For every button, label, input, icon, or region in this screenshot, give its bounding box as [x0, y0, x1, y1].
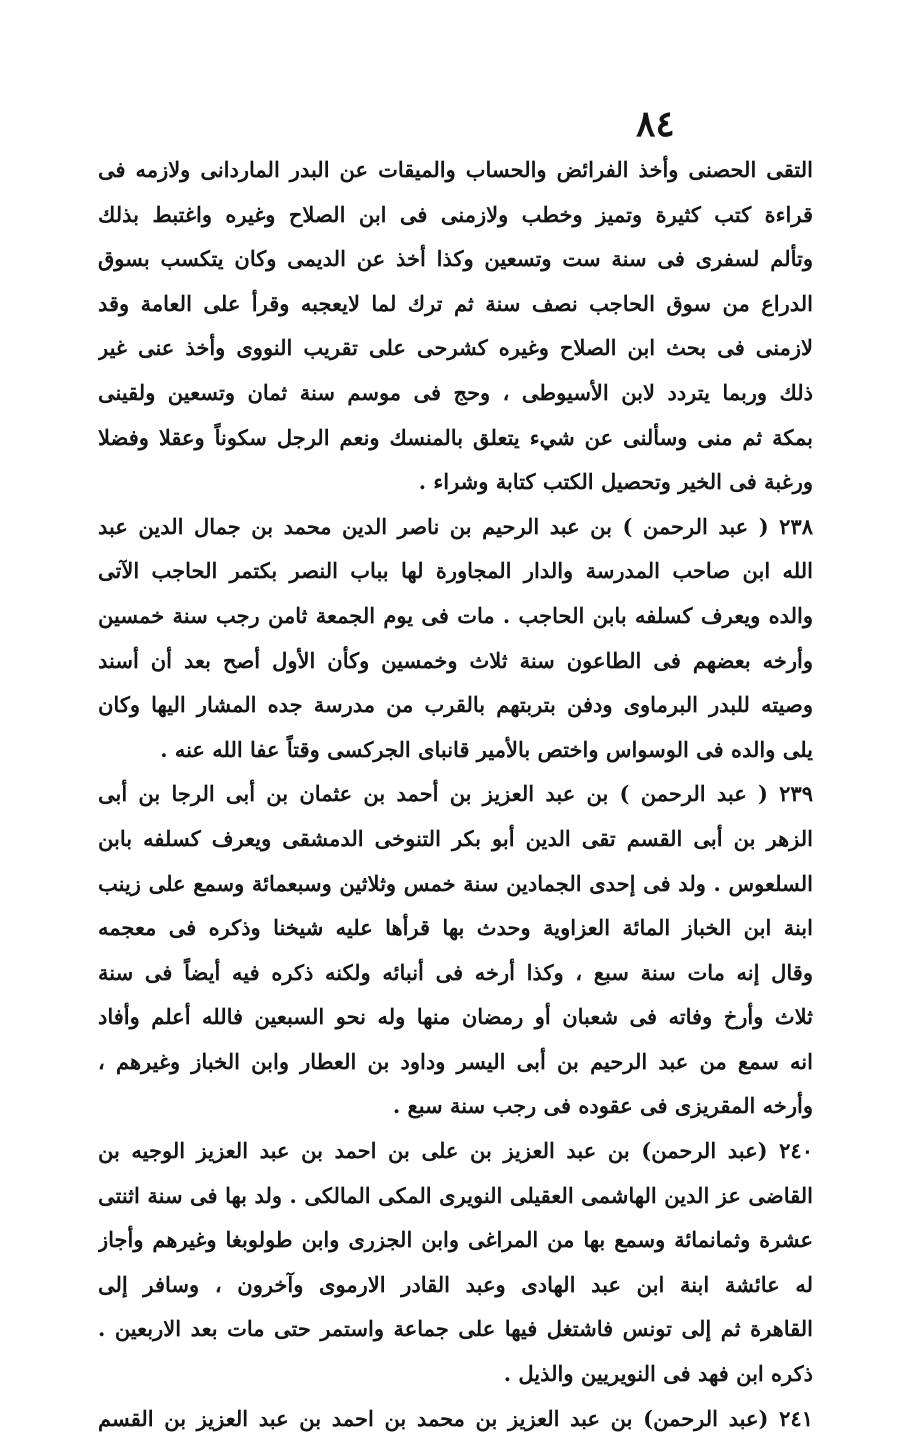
text-line: ذلك وربما يتردد لابن الأسيوطى ، وحج فى موسم سنة ثمان وتسعين ولقينى [98, 379, 813, 405]
text-line: قراءة كتب كثيرة وتميز وخطب ولازمنى فى ابن الصلاح وغيره واغتبط بذلك [98, 201, 813, 227]
text-line: والده ويعرف كسلفه بابن الحاجب . مات فى يوم الجمعة ثامن رجب سنة خمسين [98, 602, 813, 628]
text-line: الله ابن صاحب المدرسة والدار المجاورة لها بباب النصر بكتمر الحاجب الآتى [98, 558, 813, 584]
text-line: وقال إنه مات سنة سبع ، وكذا أرخه فى أنبائه ولكنه ذكره فيه أيضاً فى سنة [98, 959, 813, 985]
text-line: ابنة ابن الخباز المائة العزاوية وحدث بها قرأها عليه شيخنا وذكره فى معجمه [98, 915, 813, 941]
text-line: الدراع من سوق الحاجب نصف سنة ثم ترك لما لايعجبه وقرأ على العامة وقد [98, 290, 813, 316]
text-line: ٢٣٩ ( عبد الرحمن ) بن عبد العزيز بن أحمد بن عثمان بن أبى الرجا بن أبى [98, 781, 813, 807]
page-number: ٨٤ [636, 103, 675, 145]
text-line: له عائشة ابنة ابن عبد الهادى وعبد القادر الارموى وآخرون ، وسافر إلى [98, 1271, 813, 1297]
entry-239 [98, 772, 813, 1129]
text-line: ورغبة فى الخير وتحصيل الكتب كتابة وشراء . [418, 469, 813, 495]
text-line: عشرة وثمانمائة وسمع بها من المراغى وابن الجزرى وابن طولوبغا وغيرهم وأجاز [98, 1227, 813, 1253]
text-line: لازمنى فى بحث ابن الصلاح وغيره كشرحى على تقريب النووى وأخذ عنى غير [98, 335, 813, 361]
text-line: يلى والده فى الوسواس واختص بالأمير قانباى الجركسى وقتاً عفا الله عنه . [160, 736, 813, 762]
text-line: وتألم لسفرى فى سنة ست وتسعين وكذا أخذ عن الديمى وكان يتكسب بسوق [98, 246, 813, 272]
text-line: التقى الحصنى وأخذ الفرائض والحساب والميقات عن البدر الماردانى ولازمه فى [98, 157, 813, 182]
text-line: وأرخه المقريزى فى عقوده فى رجب سنة سبع . [392, 1093, 813, 1119]
text-line: ٢٤١ (عبد الرحمن) بن عبد العزيز بن محمد بن احمد بن عبد العزيز بن القسم [98, 1405, 813, 1431]
text-line: وأرخه بعضهم فى الطاعون سنة ثلاث وخمسين وكأن الأول أصح بعد أن أسند [98, 647, 813, 673]
text-line: الزهر بن أبى القسم تقى الدين أبو بكر التنوخى الدمشقى ويعرف كسلفه بابن [98, 825, 813, 851]
paragraph-continuation [98, 148, 813, 505]
text-line: ٢٤٠ (عبد الرحمن) بن عبد العزيز بن على بن احمد بن عبد العزيز الوجيه بن [98, 1138, 813, 1164]
text-line: القاهرة ثم إلى تونس فاشتغل فيها على جماعة واستمر حتى مات بعد الاربعين . [98, 1316, 813, 1342]
text-line: انه سمع من عبد الرحيم بن أبى اليسر وداود بن العطار وابن الخباز وغيرهم ، [98, 1048, 813, 1074]
text-line: بمكة ثم منى وسألنى عن شيء يتعلق بالمنسك ونعم الرجل سكوناً وعقلا وفضلا [98, 424, 813, 450]
text-line: ٢٣٨ ( عبد الرحمن ) بن عبد الرحيم بن ناصر الدين محمد بن جمال الدين عبد [98, 513, 813, 539]
text-line: القاضى عز الدين الهاشمى العقيلى النويرى المكى المالكى . ولد بها فى سنة اثنتى [98, 1182, 813, 1208]
entry-241 [98, 1397, 813, 1441]
text-line: السلعوس . ولد فى إحدى الجمادين سنة خمس وثلاثين وسبعمائة وسمع على زينب [98, 870, 813, 896]
entry-238 [98, 505, 813, 773]
text-line: ثلاث وأرخ وفاته فى شعبان أو رمضان منها وله نحو السبعين فالله أعلم وأفاد [98, 1004, 813, 1030]
text-line: وصيته للبدر البرماوى ودفن بتربتهم بالقرب من مدرسة جده المشار اليها وكان [98, 692, 813, 718]
page-text [98, 148, 813, 1441]
text-line: ذكره ابن فهد فى النويريين والذيل . [503, 1361, 813, 1387]
entry-240 [98, 1129, 813, 1397]
